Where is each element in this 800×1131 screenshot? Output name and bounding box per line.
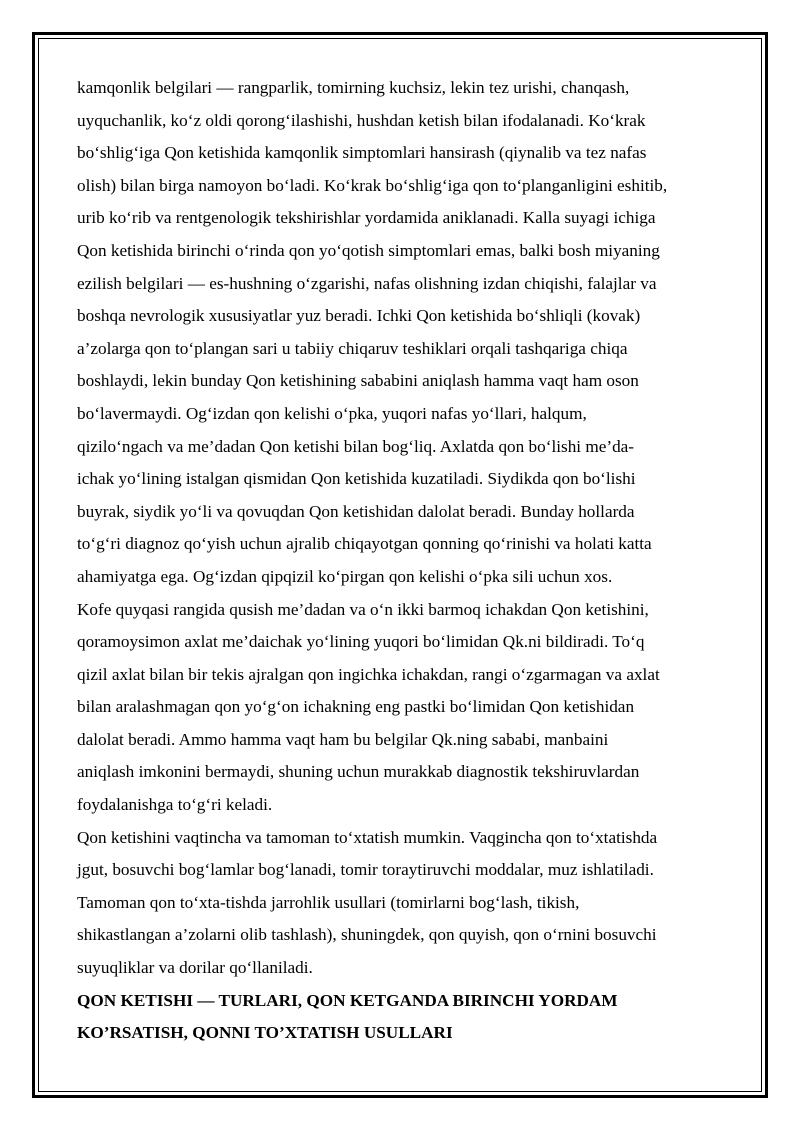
text-line: olish) bilan birga namoyon bo‘ladi. Ko‘krak bo‘shlig‘iga qon to‘planganligini eshitib, [77, 175, 668, 195]
text-line: uyquchanlik, ko‘z oldi qorong‘ilashishi, hushdan ketish bilan ifodalanadi. Ko‘krak [77, 110, 646, 130]
text-line: ichak yo‘lining istalgan qismidan Qon ketishida kuzatiladi. Siydikda qon bo‘lishi [77, 469, 636, 489]
text-line: qizil axlat bilan bir tekis ajralgan qon ingichka ichakdan, rangi o‘zgarmagan va axlat [77, 664, 660, 684]
text-line: ahamiyatga ega. Og‘izdan qipqizil ko‘pirgan qon kelishi o‘pka sili uchun xos. [77, 566, 613, 586]
text-line: bo‘shlig‘iga Qon ketishida kamqonlik simptomlari hansirash (qiynalib va tez nafas [77, 143, 647, 163]
text-line: foydalanishga to‘g‘ri keladi. [77, 795, 273, 815]
text-line: to‘g‘ri diagnoz qo‘yish uchun ajralib chiqayotgan qonning qo‘rinishi va holati katta [77, 534, 652, 554]
text-line: bilan aralashmagan qon yo‘g‘on ichakning eng pastki bo‘limidan Qon ketishidan [77, 697, 635, 717]
text-line: qoramoysimon axlat me’daichak yo‘lining yuqori bo‘limidan Qk.ni bildiradi. To‘q [77, 632, 645, 652]
text-line: a’zolarga qon to‘plangan sari u tabiiy chiqaruv teshiklari orqali tashqariga chiqa [77, 338, 628, 358]
text-line: Kofe quyqasi rangida qusish me’dadan va o‘n ikki barmoq ichakdan Qon ketishini, [77, 599, 649, 619]
text-line: Qon ketishida birinchi o‘rinda qon yo‘qotish simptomlari emas, balki bosh miyaning [77, 240, 660, 260]
text-line: Qon ketishini vaqtincha va tamoman to‘xtatish mumkin. Vaqgincha qon to‘xtatishda [77, 827, 658, 847]
section-heading-line: QON KETISHI — TURLARI, QON KETGANDA BIRINCHI YORDAM [77, 990, 618, 1010]
text-line: ezilish belgilari — es-hushning o‘zgarishi, nafas olishning izdan chiqishi, falajlar va [77, 273, 657, 293]
text-line: boshqa nevrologik xususiyatlar yuz beradi. Ichki Qon ketishida bo‘shliqli (kovak) [77, 306, 641, 326]
text-line: shikastlangan a’zolarni olib tashlash), shuningdek, qon quyish, qon o‘rnini bosuvchi [77, 925, 657, 945]
text-line: jgut, bosuvchi bog‘lamlar bog‘lanadi, tomir toraytiruvchi moddalar, muz ishlatiladi. [77, 860, 654, 880]
text-line: boshlaydi, lekin bunday Qon ketishining sababini aniqlash hamma vaqt ham oson [77, 371, 639, 391]
text-line: buyrak, siydik yo‘li va qovuqdan Qon ketishidan dalolat beradi. Bunday hollarda [77, 501, 635, 521]
text-line: qizilo‘ngach va me’dadan Qon ketishi bilan bog‘liq. Axlatda qon bo‘lishi me’da- [77, 436, 635, 456]
text-line: dalolat beradi. Ammo hamma vaqt ham bu belgilar Qk.ning sababi, manbaini [77, 729, 609, 749]
text-line: kamqonlik belgilari — rangparlik, tomirning kuchsiz, lekin tez urishi, chanqash, [77, 78, 630, 97]
section-heading-line: KO’RSATISH, QONNI TO’XTATISH USULLARI [77, 1023, 453, 1043]
text-line: aniqlash imkonini bermaydi, shuning uchun murakkab diagnostik tekshiruvlardan [77, 762, 640, 782]
text-line: bo‘lavermaydi. Og‘izdan qon kelishi o‘pka, yuqori nafas yo‘llari, halqum, [77, 403, 587, 423]
text-line: urib ko‘rib va rentgenologik tekshirishlar yordamida aniklanadi. Kalla suyagi ichiga [77, 208, 656, 228]
text-line: Tamoman qon to‘xta-tishda jarrohlik usullari (tomirlarni bog‘lash, tikish, [77, 892, 580, 912]
text-line: suyuqliklar va dorilar qo‘llaniladi. [77, 958, 313, 978]
document-body [77, 72, 733, 1050]
